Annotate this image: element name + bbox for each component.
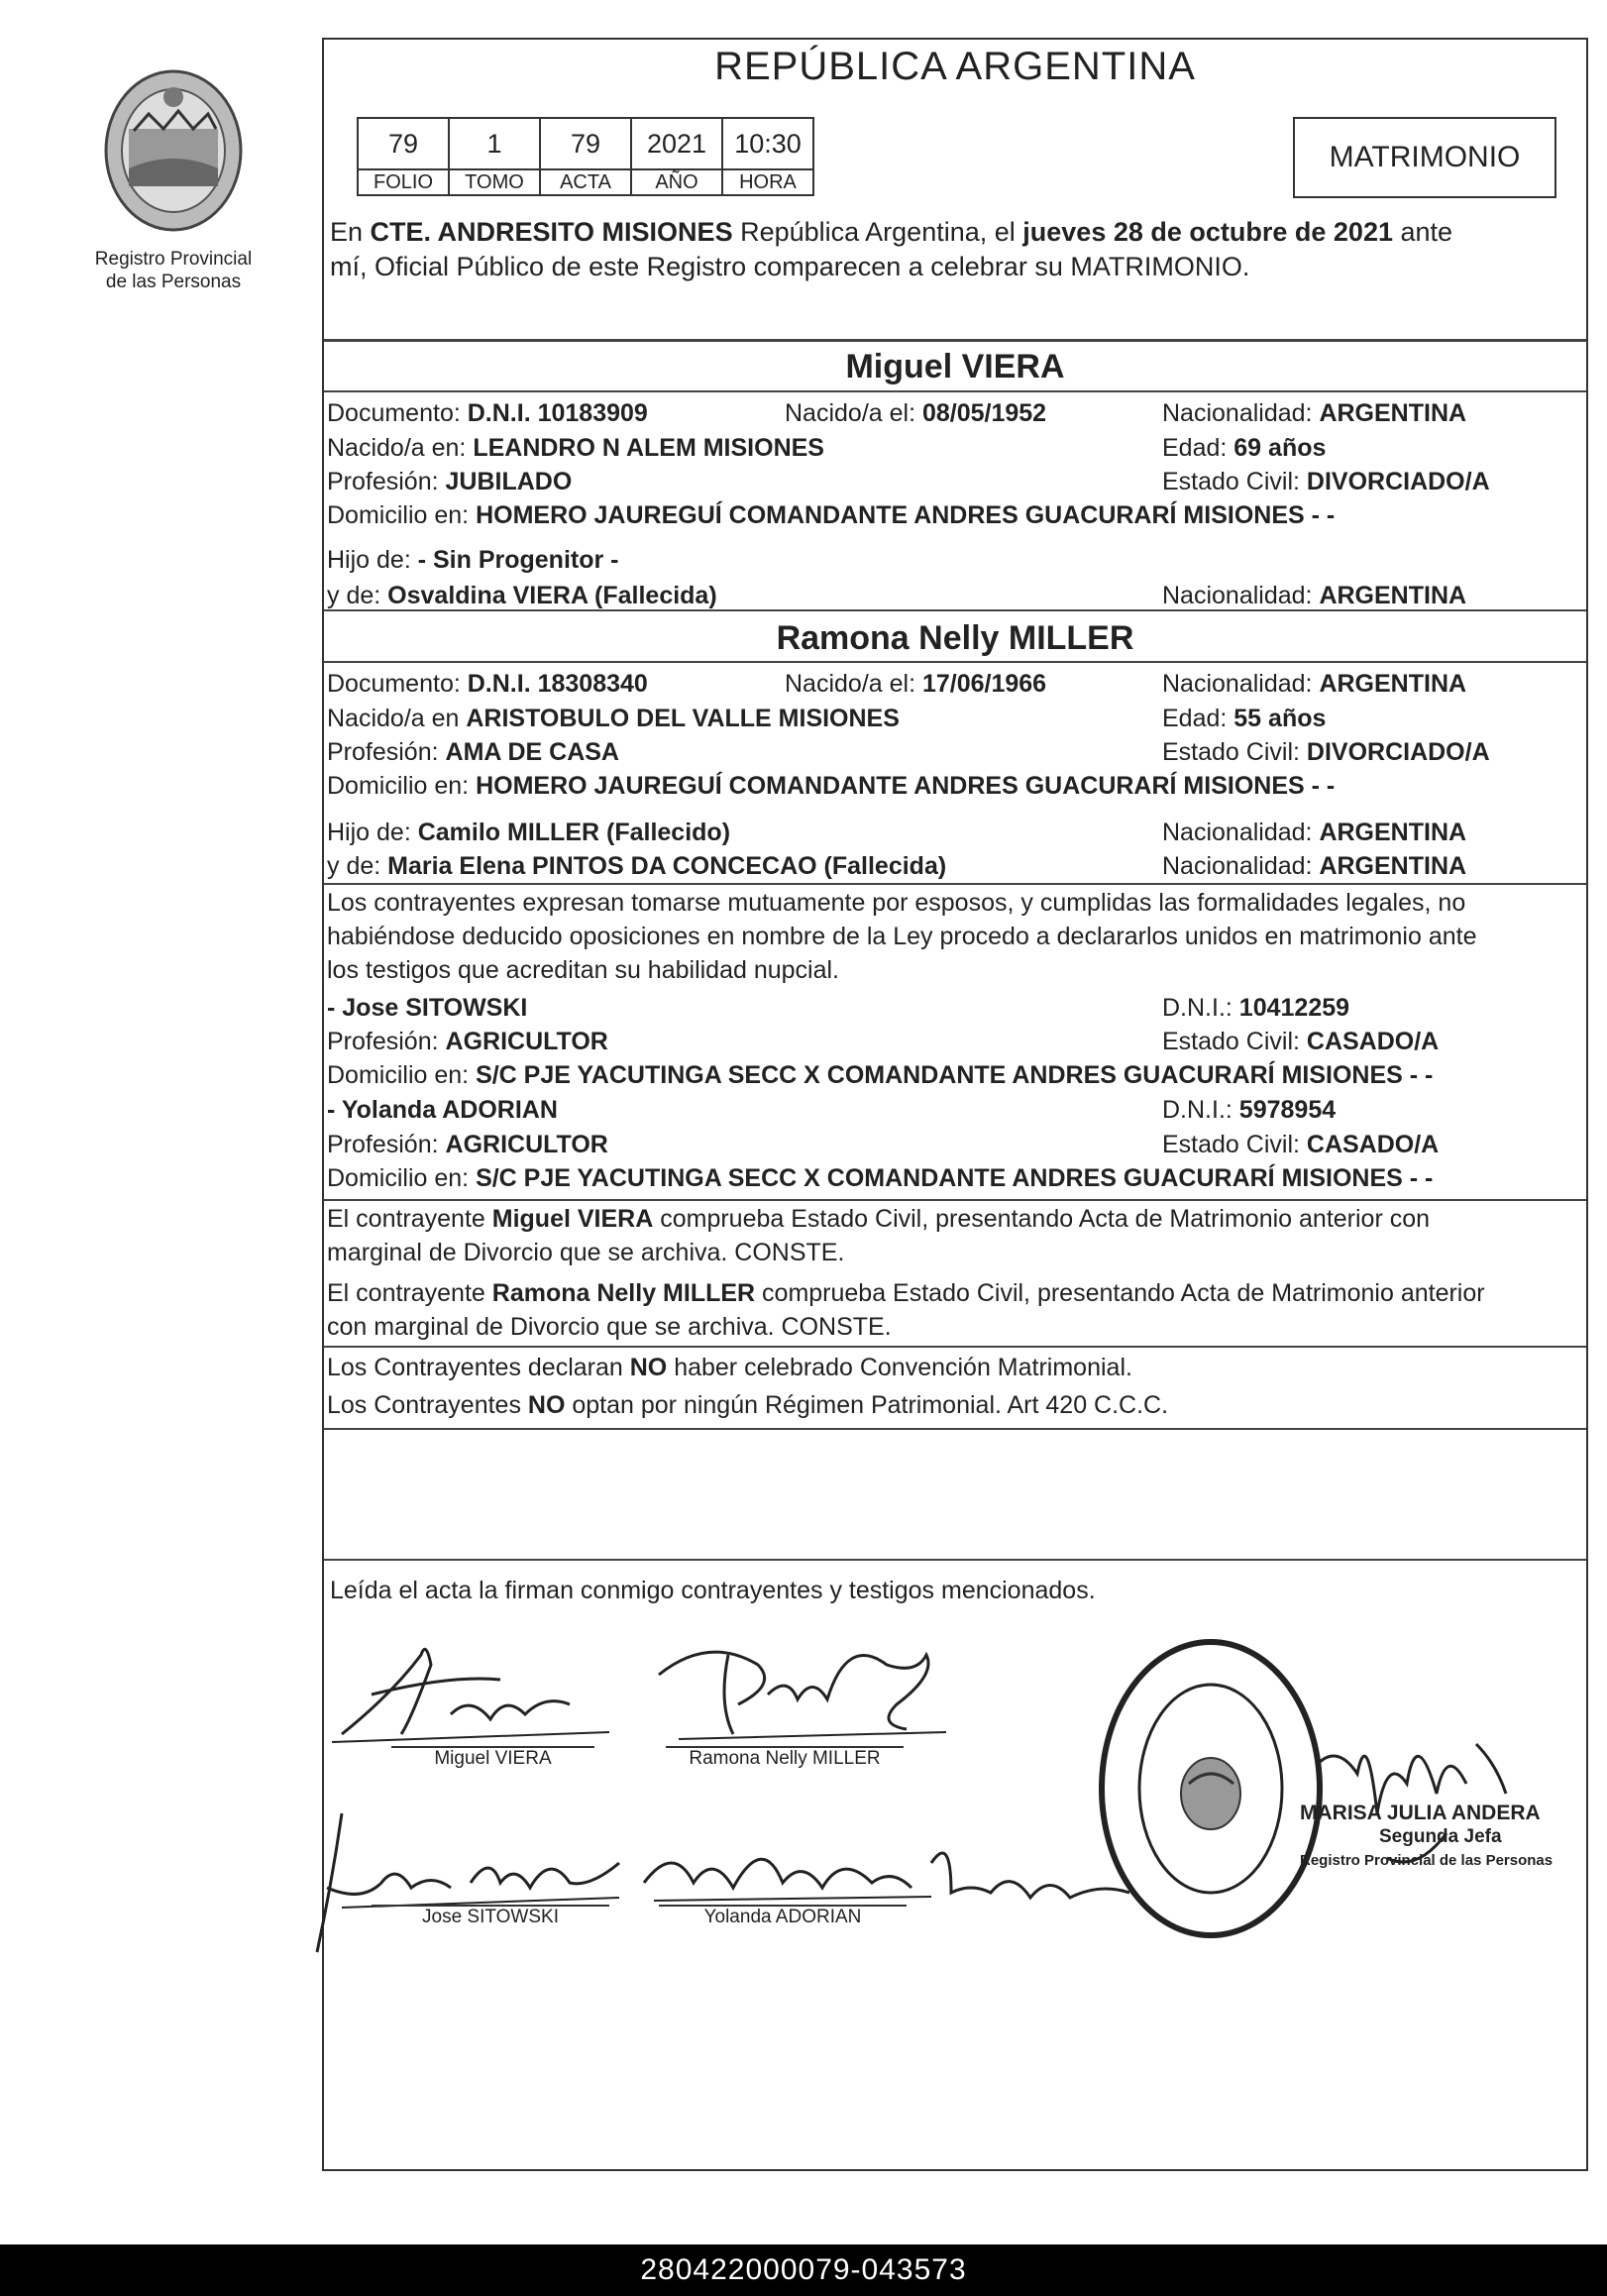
tomo-value: 1 bbox=[449, 118, 540, 169]
witness2-signature-label: Yolanda ADORIAN bbox=[703, 1907, 862, 1927]
closing-statement: Leída el acta la firman conmigo contrayentes y testigos mencionados. bbox=[330, 1577, 1096, 1604]
bride-father-nationality: Nacionalidad: ARGENTINA bbox=[1162, 819, 1467, 846]
witness1-signature bbox=[302, 1794, 639, 1962]
witness1-name: - Jose SITOWSKI bbox=[327, 994, 528, 1022]
declaration-line2: habiéndose deducido oposiciones en nombre de la Ley procedo a declararlos unidos en matrimonio ante bbox=[327, 923, 1477, 950]
declaration-line3: los testigos que acreditan su habilidad nupcial. bbox=[327, 956, 840, 984]
regime-line2: Los Contrayentes NO optan por ningún Régimen Patrimonial. Art 420 C.C.C. bbox=[327, 1391, 1169, 1419]
intro-date: jueves 28 de octubre de 2021 bbox=[1022, 217, 1393, 247]
divider bbox=[324, 883, 1586, 885]
bride-mother: y de: Maria Elena PINTOS DA CONCECAO (Fallecida) bbox=[327, 852, 947, 880]
witness1-address: Domicilio en: S/C PJE YACUTINGA SECC X COMANDANTE ANDRES GUACURARÍ MISIONES - - bbox=[327, 1061, 1434, 1089]
province-seal-logo bbox=[99, 69, 248, 243]
anio-value: 2021 bbox=[631, 118, 722, 169]
groom-age: Edad: 69 años bbox=[1162, 434, 1327, 462]
hora-label: HORA bbox=[722, 169, 813, 195]
witness1-dni: D.N.I.: 10412259 bbox=[1162, 994, 1350, 1022]
divider bbox=[324, 1199, 1586, 1201]
document-title: REPÚBLICA ARGENTINA bbox=[714, 45, 1196, 88]
anio-label: AÑO bbox=[631, 169, 722, 195]
witness1-civil-status: Estado Civil: CASADO/A bbox=[1162, 1028, 1440, 1055]
officer-office: Registro Provincial de las Personas bbox=[1300, 1852, 1553, 1869]
intro-place: CTE. ANDRESITO MISIONES bbox=[370, 217, 733, 247]
bride-civil-status: Estado Civil: DIVORCIADO/A bbox=[1162, 738, 1490, 766]
bride-birth-date: Nacido/a el: 17/06/1966 bbox=[785, 670, 1047, 698]
official-seal-stamp bbox=[1095, 1635, 1328, 1942]
note1-line2: marginal de Divorcio que se archiva. CONSTE. bbox=[327, 1239, 845, 1266]
logo-label-line2: de las Personas bbox=[105, 272, 242, 292]
groom-nationality: Nacionalidad: ARGENTINA bbox=[1162, 399, 1467, 427]
groom-father: Hijo de: - Sin Progenitor - bbox=[327, 546, 619, 574]
folio-label: FOLIO bbox=[358, 169, 449, 195]
witness1-profession: Profesión: AGRICULTOR bbox=[327, 1028, 608, 1055]
bride-nationality: Nacionalidad: ARGENTINA bbox=[1162, 670, 1467, 698]
bride-father: Hijo de: Camilo MILLER (Fallecido) bbox=[327, 819, 731, 846]
witness2-address: Domicilio en: S/C PJE YACUTINGA SECC X COMANDANTE ANDRES GUACURARÍ MISIONES - - bbox=[327, 1164, 1434, 1192]
officer-stamp-text bbox=[1300, 1802, 1607, 1873]
certificate-type-box bbox=[1293, 117, 1556, 198]
note2-line2: con marginal de Divorcio que se archiva. CONSTE. bbox=[327, 1313, 892, 1341]
witness1-signature-label: Jose SITOWSKI bbox=[422, 1907, 559, 1927]
groom-mother-nationality: Nacionalidad: ARGENTINA bbox=[1162, 582, 1467, 609]
intro-line2: mí, Oficial Público de este Registro comparecen a celebrar su MATRIMONIO. bbox=[330, 252, 1250, 281]
divider bbox=[324, 1559, 1586, 1561]
divider bbox=[324, 390, 1586, 392]
witness2-civil-status: Estado Civil: CASADO/A bbox=[1162, 1131, 1440, 1158]
certificate-type: MATRIMONIO bbox=[1329, 141, 1521, 173]
witness2-name: - Yolanda ADORIAN bbox=[327, 1096, 558, 1124]
groom-document: Documento: D.N.I. 10183909 bbox=[327, 399, 648, 427]
acta-label: ACTA bbox=[540, 169, 631, 195]
intro-line1: En CTE. ANDRESITO MISIONES República Argentina, el jueves 28 de octubre de 2021 ante bbox=[330, 217, 1453, 247]
bride-mother-nationality: Nacionalidad: ARGENTINA bbox=[1162, 852, 1467, 880]
bride-name: Ramona Nelly MILLER bbox=[776, 619, 1134, 657]
officer-role: Segunda Jefa bbox=[1379, 1826, 1502, 1847]
divider bbox=[324, 661, 1586, 663]
officer-name: MARISA JULIA ANDERA bbox=[1300, 1802, 1541, 1824]
bride-birth-place: Nacido/a en ARISTOBULO DEL VALLE MISIONES bbox=[327, 705, 900, 732]
bride-signature bbox=[649, 1615, 966, 1749]
bride-document: Documento: D.N.I. 18308340 bbox=[327, 670, 648, 698]
regime-line1: Los Contrayentes declaran NO haber celebrado Convención Matrimonial. bbox=[327, 1354, 1132, 1381]
note1-line1: El contrayente Miguel VIERA comprueba Estado Civil, presentando Acta de Matrimonio anterior con bbox=[327, 1205, 1431, 1233]
registry-logo-label bbox=[74, 248, 272, 293]
bride-profession: Profesión: AMA DE CASA bbox=[327, 738, 619, 766]
register-table bbox=[357, 117, 814, 196]
divider bbox=[324, 609, 1586, 611]
divider bbox=[324, 1428, 1586, 1430]
logo-label-line1: Registro Provincial bbox=[94, 249, 253, 270]
witness2-dni: D.N.I.: 5978954 bbox=[1162, 1096, 1337, 1124]
witness2-profession: Profesión: AGRICULTOR bbox=[327, 1131, 608, 1158]
groom-profession: Profesión: JUBILADO bbox=[327, 468, 573, 495]
acta-value: 79 bbox=[540, 118, 631, 169]
groom-birth-place: Nacido/a en: LEANDRO N ALEM MISIONES bbox=[327, 434, 824, 462]
groom-address: Domicilio en: HOMERO JAUREGUÍ COMANDANTE ANDRES GUACURARÍ MISIONES - - bbox=[327, 501, 1336, 529]
note2-line1: El contrayente Ramona Nelly MILLER comprueba Estado Civil, presentando Acta de Matrimonio anterior bbox=[327, 1279, 1485, 1307]
groom-mother: y de: Osvaldina VIERA (Fallecida) bbox=[327, 582, 717, 609]
bride-age: Edad: 55 años bbox=[1162, 705, 1327, 732]
divider bbox=[324, 339, 1586, 342]
folio-value: 79 bbox=[358, 118, 449, 169]
declaration-line1: Los contrayentes expresan tomarse mutuamente por esposos, y cumplidas las formalidades legales, no bbox=[327, 889, 1466, 917]
groom-name: Miguel VIERA bbox=[845, 348, 1065, 385]
document-code-bar: 280422000079-043573 bbox=[0, 2244, 1607, 2296]
tomo-label: TOMO bbox=[449, 169, 540, 195]
groom-signature bbox=[332, 1625, 619, 1749]
hora-value: 10:30 bbox=[722, 118, 813, 169]
groom-signature-label: Miguel VIERA bbox=[434, 1748, 552, 1769]
groom-civil-status: Estado Civil: DIVORCIADO/A bbox=[1162, 468, 1490, 495]
bride-signature-label: Ramona Nelly MILLER bbox=[689, 1748, 881, 1769]
groom-birth-date: Nacido/a el: 08/05/1952 bbox=[785, 399, 1047, 427]
bride-address: Domicilio en: HOMERO JAUREGUÍ COMANDANTE ANDRES GUACURARÍ MISIONES - - bbox=[327, 772, 1336, 800]
divider bbox=[324, 1346, 1586, 1348]
